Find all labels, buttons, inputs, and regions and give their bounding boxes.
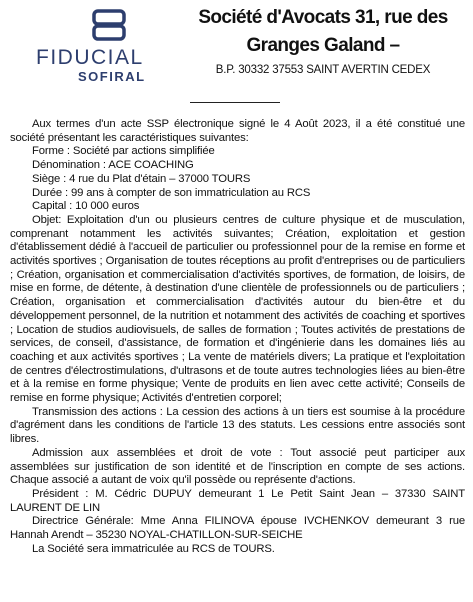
denomination-line: Dénomination : ACE COACHING bbox=[32, 159, 194, 172]
objet-paragraph: Objet: Exploitation d'un ou plusieurs centres de culture physique et de musculation, comprenant notamment les activités suivantes; Création, exploitation et gestion d'établissement dédié à l'accueil de particulier ou professionnel pour de la remise en forme et activités sportives ; Organisation de toutes réceptions au profit d'entreprises ou de particuliers ; Création, organisation et commercialisation d'activités sportives, de formation, de loisirs, de mise en forme, de détente, à destination d'une clientèle de professionnels ou de particuliers ; Création, organisation et commercialisation d'activités autour du bien-être et du développement personnel, de la nutrition et notamment des activités de coaching et sportives ; Location de studios audiovisuels, de salles de formation ; Toutes activités de prestations de services, de conseil, d'assistance, de formation et d'ingénierie dans les domaines liés au coaching et aux activités sportives ; La vente de matériels divers; La pratique et l'exploitation de centres d'électrostimulations, d'ultrasons et de toute autres technologies liées au bien-être et à la remise en forme physique; Vente de produits en lien avec cette activité; Conseils de remise en forme physique; Activités d'entretien corporel; bbox=[10, 213, 465, 405]
logo-brand-text: FIDUCIAL bbox=[36, 46, 144, 69]
legal-notice-body bbox=[10, 118, 465, 557]
fiducial-logo bbox=[14, 6, 184, 86]
firm-address: B.P. 30332 37553 SAINT AVERTIN CEDEX bbox=[215, 64, 431, 76]
siege-line: Siège : 4 rue du Plat d'étain – 37000 TOURS bbox=[32, 172, 251, 185]
duree-line: Durée : 99 ans à compter de son immatriculation au RCS bbox=[32, 186, 311, 199]
forme-line: Forme : Société par actions simplifiée bbox=[32, 145, 215, 158]
president-paragraph: Président : M. Cédric DUPUY demeurant 1 Le Petit Saint Jean – 37330 SAINT LAURENT DE LIN bbox=[10, 487, 465, 514]
directrice-paragraph: Directrice Générale: Mme Anna FILINOVA épouse IVCHENKOV demeurant 3 rue Hannah Arendt – 35230 NOYAL-CHATILLON-SUR-SEICHE bbox=[10, 515, 465, 542]
transmission-paragraph: Transmission des actions : La cession des actions à un tiers est soumise à la procédure d'agrément dans les conditions de l'article 13 des statuts. Les cessions entre associés sont libres. bbox=[10, 405, 465, 446]
firm-title: Société d'Avocats 31, rue des Granges Galand – bbox=[198, 7, 448, 56]
rcs-paragraph: La Société sera immatriculée au RCS de TOURS. bbox=[32, 542, 275, 555]
intro-paragraph: Aux termes d'un acte SSP électronique signé le 4 Août 2023, il a été constitué une société présentant les caractéristiques suivantes: bbox=[10, 118, 465, 144]
logo-sub-text: SOFIRAL bbox=[78, 69, 146, 84]
admission-paragraph: Admission aux assemblées et droit de vote : Tout associé peut participer aux assemblées sur justification de son identité et de l'inscription en compte de ses actions. Chaque associé a autant de voix qu'il possède ou représente d'actions. bbox=[10, 446, 465, 487]
fiducial-logo-icon bbox=[92, 8, 126, 42]
capital-line: Capital : 10 000 euros bbox=[32, 200, 140, 213]
separator-line bbox=[190, 102, 280, 103]
